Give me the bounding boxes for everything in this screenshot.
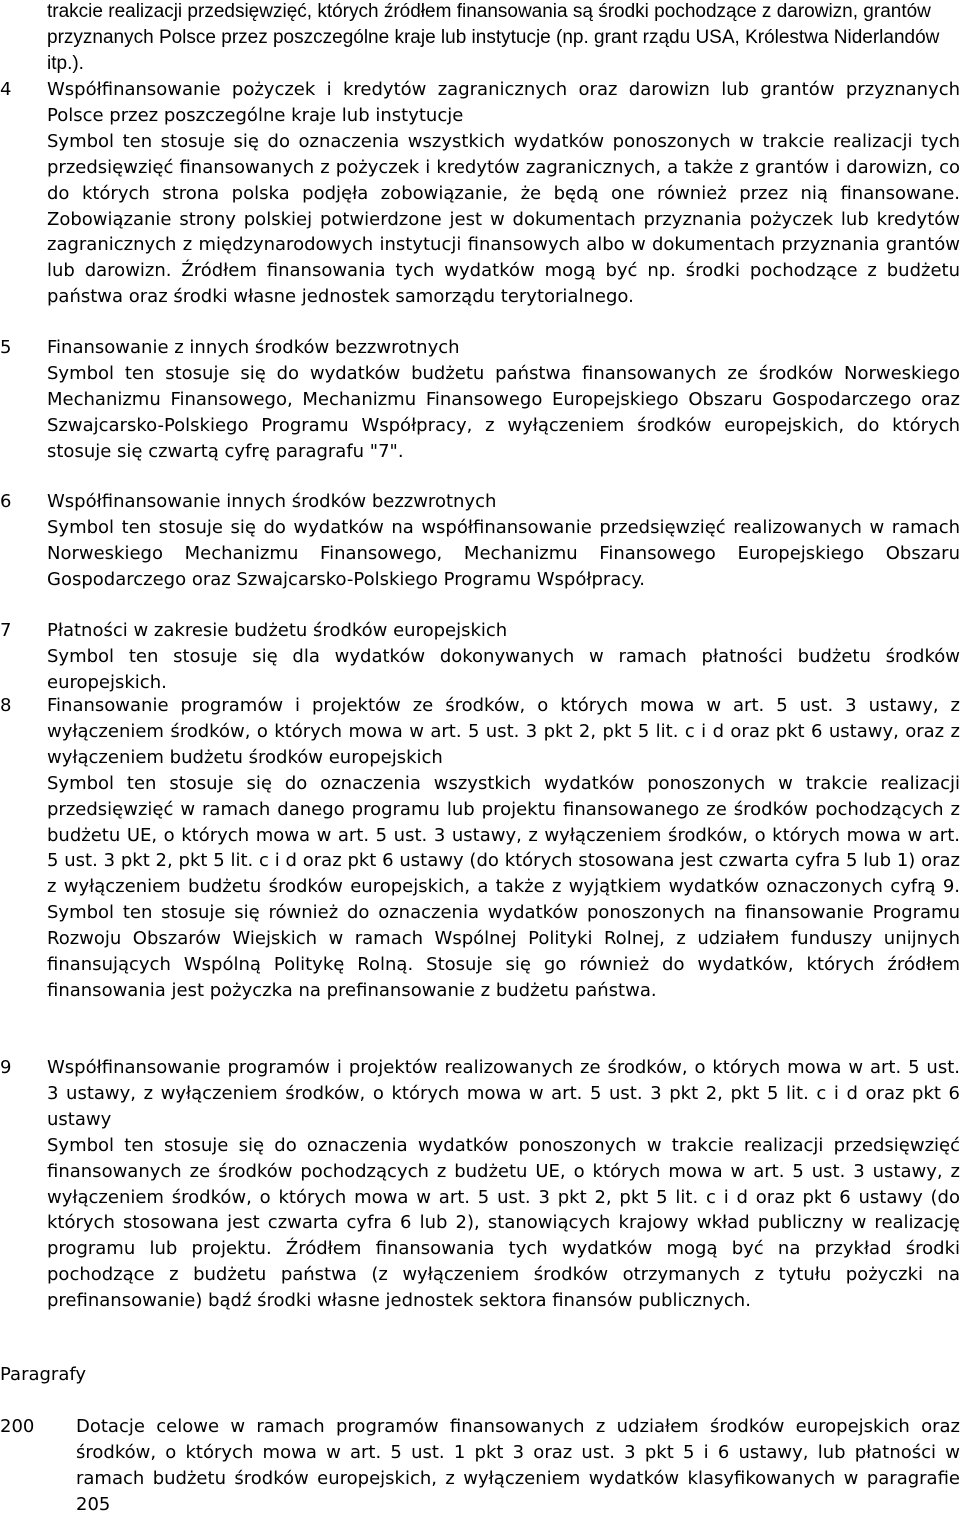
paragraph-number: 200 xyxy=(0,1416,35,1437)
entry-body xyxy=(47,1055,960,1314)
entry-number: 4 xyxy=(0,79,12,100)
entry-description: Symbol ten stosuje się do oznaczenia wydatków ponoszonych w trakcie realizacji przedsięwzięć finansowanych ze środków pochodzących z budżetu UE, o których mowa w art. 5 ust. 3 ustawy, z wyłączeniem środków, o których mowa w art. 5 ust. 3 pkt 2, pkt 5 lit. c i d oraz pkt 6 ustawy (do których stosowana jest czwarta cyfra 6 lub 2), stanowiących krajowy wkład publiczny w realizację programu lub projektu. Źródłem finansowania tych wydatków mogą być na przykład środki pochodzące z budżetu państwa (z wyłączeniem środków otrzymanych z tytułu pożyczki na prefinansowanie) bądź środki własne jednostek sektora finansów publicznych. xyxy=(47,1134,960,1312)
entry-body xyxy=(47,489,960,593)
entry-heading: Płatności w zakresie budżetu środków europejskich xyxy=(47,620,508,641)
entry-number: 7 xyxy=(0,620,12,641)
entry-description: Symbol ten stosuje się do wydatków na współfinansowanie przedsięwzięć realizowanych w ramach Norweskiego Mechanizmu Finansowego, Mechanizmu Finansowego Europejskiego Obszaru Gospodarczego oraz Szwajcarsko-Polskiego Programu Współpracy. xyxy=(47,516,960,590)
entry-8 xyxy=(0,693,960,1004)
entry-body xyxy=(47,618,960,696)
entry-body xyxy=(47,335,960,465)
paragraph-entry-200 xyxy=(0,1414,960,1518)
entry-heading: Współfinansowanie programów i projektów realizowanych ze środków, o których mowa w art. 5 ust. 3 ustawy, z wyłączeniem środków, o których mowa w art. 5 ust. 3 pkt 2, pkt 5 lit. c i d oraz pkt 6 ustawy xyxy=(47,1057,960,1130)
intro-paragraph: trakcie realizacji przedsięwzięć, których źródłem finansowania są środki pochodzące z darowizn, grantów przyznanych Polsce przez poszczególne kraje lub instytucje (np. grant rządu USA, Królestwa Niderlandów itp.). xyxy=(47,1,940,74)
entry-description: Symbol ten stosuje się do wydatków budżetu państwa finansowanych ze środków Norweskiego Mechanizmu Finansowego, Mechanizmu Finansowego Europejskiego Obszaru Gospodarczego oraz Szwajcarsko-Polskiego Programu Współpracy, z wyłączeniem środków europejskich, do których stosuje się czwartą cyfrę paragrafu "7". xyxy=(47,362,960,462)
entry-description: Symbol ten stosuje się do oznaczenia wszystkich wydatków ponoszonych w trakcie realizacji przedsięwzięć w ramach danego programu lub projektu finansowanego ze środków pochodzących z budżetu UE, o których mowa w art. 5 ust. 3 ustawy, z wyłączeniem środków, o których mowa w art. 5 ust. 3 pkt 2, pkt 5 lit. c i d oraz pkt 6 ustawy (do których stosowana jest czwarta cyfra 5 lub 1) oraz z wyłączeniem budżetu środków europejskich, a także z wyjątkiem wydatków oznaczonych cyfrą 9. Symbol ten stosuje się również do oznaczenia wydatków ponoszonych na finansowanie Programu Rozwoju Obszarów Wiejskich w ramach Wspólnej Polityki Rolnej, z udziałem funduszy unijnych finansujących Wspólną Politykę Rolną. Stosuje się go również do wydatków, których źródłem finansowania jest pożyczka na prefinansowanie z budżetu państwa. xyxy=(47,772,960,1001)
section-heading: Paragrafy xyxy=(0,1364,87,1385)
entry-9 xyxy=(0,1055,960,1314)
entry-7 xyxy=(0,618,960,696)
entry-description: Symbol ten stosuje się do oznaczenia wszystkich wydatków ponoszonych w trakcie realizacji tych przedsięwzięć finansowanych z pożyczek i kredytów zagranicznych, a także z grantów i darowizn, co do których strona polska podjęła zobowiązanie, że będą one również przez nią finansowane. Zobowiązanie strony polskiej potwierdzone jest w dokumentach przyznania pożyczek lub kredytów zagranicznych z międzynarodowych instytucji finansowych albo w dokumentach przyznania grantów lub darowizn. Źródłem finansowania tych wydatków mogą być np. środki pochodzące z budżetu państwa oraz środki własne jednostek samorządu terytorialnego. xyxy=(47,130,960,308)
entry-6 xyxy=(0,489,960,593)
entry-heading: Współfinansowanie innych środków bezzwrotnych xyxy=(47,491,497,512)
paragraph-text: Dotacje celowe w ramach programów finansowanych z udziałem środków europejskich oraz środków, o których mowa w art. 5 ust. 1 pkt 3 oraz ust. 3 pkt 5 i 6 ustawy, lub płatności w ramach budżetu środków europejskich, z wyłączeniem wydatków klasyfikowanych w paragrafie 205 xyxy=(76,1416,960,1515)
entry-heading: Finansowanie programów i projektów ze środków, o których mowa w art. 5 ust. 3 ustawy, z wyłączeniem środków, o których mowa w art. 5 ust. 3 pkt 2, pkt 5 lit. c i d oraz pkt 6 ustawy, oraz z wyłączeniem budżetu środków europejskich xyxy=(47,695,960,768)
entry-description: Symbol ten stosuje się dla wydatków dokonywanych w ramach płatności budżetu środków europejskich. xyxy=(47,645,960,693)
entry-5 xyxy=(0,335,960,465)
entry-body xyxy=(47,77,960,310)
entry-number: 5 xyxy=(0,337,12,358)
entry-4 xyxy=(0,77,960,310)
entry-number: 8 xyxy=(0,695,12,716)
entry-number: 9 xyxy=(0,1057,12,1078)
entry-heading: Finansowanie z innych środków bezzwrotnych xyxy=(47,337,460,358)
entry-body xyxy=(47,693,960,1004)
entry-heading: Współfinansowanie pożyczek i kredytów zagranicznych oraz darowizn lub grantów przyznanych Polsce przez poszczególne kraje lub instytucje xyxy=(47,79,960,126)
entry-number: 6 xyxy=(0,491,12,512)
